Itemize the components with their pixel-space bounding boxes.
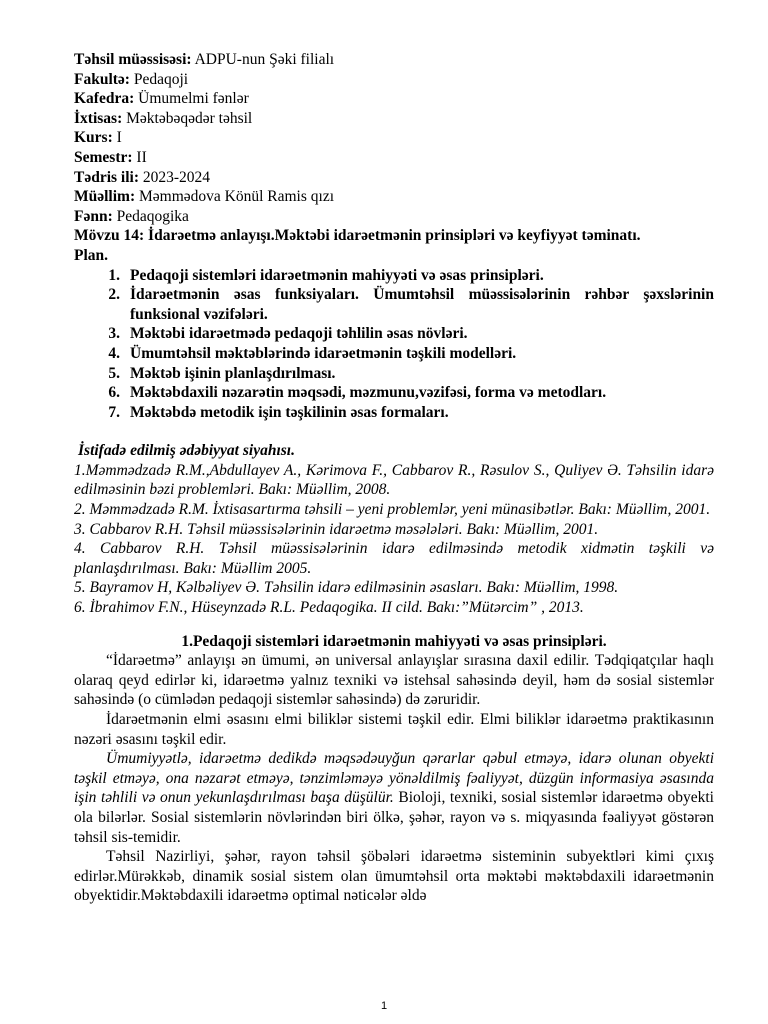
metadata-value: Məktəbəqədər təhsil	[122, 109, 253, 127]
literature-item: 1.Məmmədzadə R.M.,Abdullayev A., Kərimova F., Cabbarov R., Rəsulov S., Quliyev Ə. Təhsilin idarə edilməsinin bəzi problemləri. Bakı: Müəllim, 2008.	[74, 461, 714, 499]
metadata-line	[74, 89, 714, 109]
plan-item-number: 4.	[108, 344, 120, 362]
metadata-value: Pedaqogika	[112, 207, 189, 225]
metadata-label: İxtisas:	[74, 109, 123, 127]
metadata-line	[74, 50, 714, 70]
document-page	[74, 50, 714, 906]
plan-item-text: Məktəbdə metodik işin təşkilinin əsas formaları.	[130, 403, 449, 421]
literature-list	[74, 461, 714, 618]
paragraph-italic-text: Ümumiyyətlə, idarəetmə dedikdə məqsədəuyğun qərarlar qəbul etməyə, idarə olunan obyekti təşkil etməyə, ona nəzarət etməyə, tənzimləməyə yönəldilmiş fəaliyyət, düzgün informasiya əsasında işin təhlili və onun yekunlaşdırılması başa düşülür.	[74, 750, 714, 807]
metadata-line	[74, 70, 714, 90]
paragraph	[74, 749, 714, 847]
plan-item-number: 3.	[108, 325, 120, 343]
literature-item: 4. Cabbarov R.H. Təhsil müəssisələrinin idarə edilməsində metodik xidmətin təşkili və planlaşdırılması. Bakı: Müəllim 2005.	[74, 540, 714, 577]
metadata-label: Kurs:	[74, 129, 113, 147]
metadata-value: Pedaqoji	[129, 70, 189, 88]
metadata-value: II	[132, 148, 147, 166]
literature-title: İstifadə edilmiş ədəbiyyat siyahısı.	[78, 442, 295, 460]
metadata-label: Fakultə:	[74, 70, 130, 88]
plan-item	[74, 364, 714, 384]
paragraph: “İdarəetmə” anlayışı ən ümumi, ən universal anlayışlar sırasına daxil edilir. Tədqiqatçılar haqlı olaraq qeyd edirlər ki, idarəetmə yalnız texniki və istehsal sahəsində deyil, həm də sosial sistemlər sahəsində (o cümlədən pedaqoji sistemlər sahəsində) də zəruridir.	[74, 652, 714, 709]
page-number: 1	[380, 1000, 388, 1012]
metadata-value: 2023-2024	[139, 168, 211, 186]
plan-item-number: 7.	[108, 403, 120, 421]
plan-item-text: Ümumtəhsil məktəblərində idarəetmənin təşkili modelləri.	[130, 344, 517, 362]
metadata-label: Tədris ili:	[74, 168, 140, 186]
metadata-label: Müəllim:	[74, 188, 136, 206]
plan-item	[74, 383, 714, 403]
plan-item	[74, 403, 714, 423]
plan-item	[74, 324, 714, 344]
plan-list	[74, 266, 714, 423]
plan-item	[74, 344, 714, 364]
metadata-label: Semestr:	[74, 148, 133, 166]
paragraph: Təhsil Nazirliyi, şəhər, rayon təhsil şöbələri idarəetmə sisteminin subyektləri kimi çıxış edirlər.Mürəkkəb, dinamik sosial sistem olan ümumtəhsil orta məktəbi məktəbdaxili idarəetmənin obyektidir.Məktəbdaxili idarəetmə optimal nəticələr əldə	[74, 848, 714, 905]
plan-item-text: Pedaqoji sistemləri idarəetmənin mahiyyəti və əsas prinsipləri.	[130, 266, 544, 284]
paragraph-text: Bioloji, texniki, sosial sistemlər idarəetmə obyekti ola bilərlər. Sosial sistemlərin növlərindən biri ölkə, şəhər, rayon və s. miqyasında fəaliyyət göstərən təhsil sis-temidir.	[74, 789, 714, 846]
plan-item-number: 5.	[108, 364, 120, 382]
plan-item	[74, 266, 714, 286]
plan-item-number: 6.	[108, 384, 120, 402]
metadata-line	[74, 128, 714, 148]
plan-item-text: İdarəetmənin əsas funksiyaları. Ümumtəhsil müəssisələrinin rəhbər şəxslərinin funksional vəzifələri.	[130, 286, 714, 323]
metadata-line	[74, 187, 714, 207]
plan-item-text: Məktəbdaxili nəzarətin məqsədi, məzmunu,vəzifəsi, forma və metodları.	[130, 384, 607, 402]
metadata-label: Fənn:	[74, 207, 113, 225]
plan-item-text: Məktəb işinin planlaşdırılması.	[130, 364, 336, 382]
metadata-value: Məmmədova Könül Ramis qızı	[135, 188, 335, 206]
literature-item: 5. Bayramov H, Kəlbəliyev Ə. Təhsilin idarə edilməsinin əsasları. Bakı: Müəllim, 1998.	[74, 579, 619, 597]
metadata-line	[74, 109, 714, 129]
literature-item: 2. Məmmədzadə R.M. İxtisasartırma təhsili – yeni problemlər, yeni münasibətlər. Bakı: Müəllim, 2001.	[74, 501, 711, 519]
plan-item	[74, 285, 714, 324]
plan-title: Plan.	[74, 246, 109, 264]
plan-item-number: 2.	[108, 286, 120, 304]
metadata-label: Təhsil müəssisəsi:	[74, 51, 192, 68]
section-title: 1.Pedaqoji sistemləri idarəetmənin mahiyyəti və əsas prinsipləri.	[181, 632, 607, 650]
paragraph: İdarəetmənin elmi əsasını elmi biliklər sistemi təşkil edir. Elmi biliklər idarəetmə praktikasının nəzəri əsasını təşkil edir.	[74, 711, 714, 748]
literature-item: 6. İbrahimov F.N., Hüseynzadə R.L. Pedaqogika. II cild. Bakı:”Mütərcim” , 2013.	[74, 599, 584, 617]
metadata-value: I	[112, 129, 122, 147]
literature-item: 3. Cabbarov R.H. Təhsil müəssisələrinin idarəetmə məsələləri. Bakı: Müəllim, 2001.	[74, 520, 599, 538]
plan-item-number: 1.	[108, 266, 120, 284]
topic-heading: Mövzu 14: İdarəetmə anlayışı.Məktəbi idarəetmənin prinsipləri və keyfiyyət təminatı.	[74, 227, 641, 245]
document-metadata	[74, 50, 714, 226]
metadata-line	[74, 168, 714, 188]
plan-item-text: Məktəbi idarəetmədə pedaqoji təhlilin əsas növləri.	[130, 325, 468, 343]
metadata-line	[74, 148, 714, 168]
metadata-line	[74, 207, 714, 227]
metadata-value: ADPU-nun Şəki filialı	[191, 51, 335, 68]
metadata-label: Kafedra:	[74, 90, 135, 108]
metadata-value: Ümumelmi fənlər	[134, 90, 249, 108]
